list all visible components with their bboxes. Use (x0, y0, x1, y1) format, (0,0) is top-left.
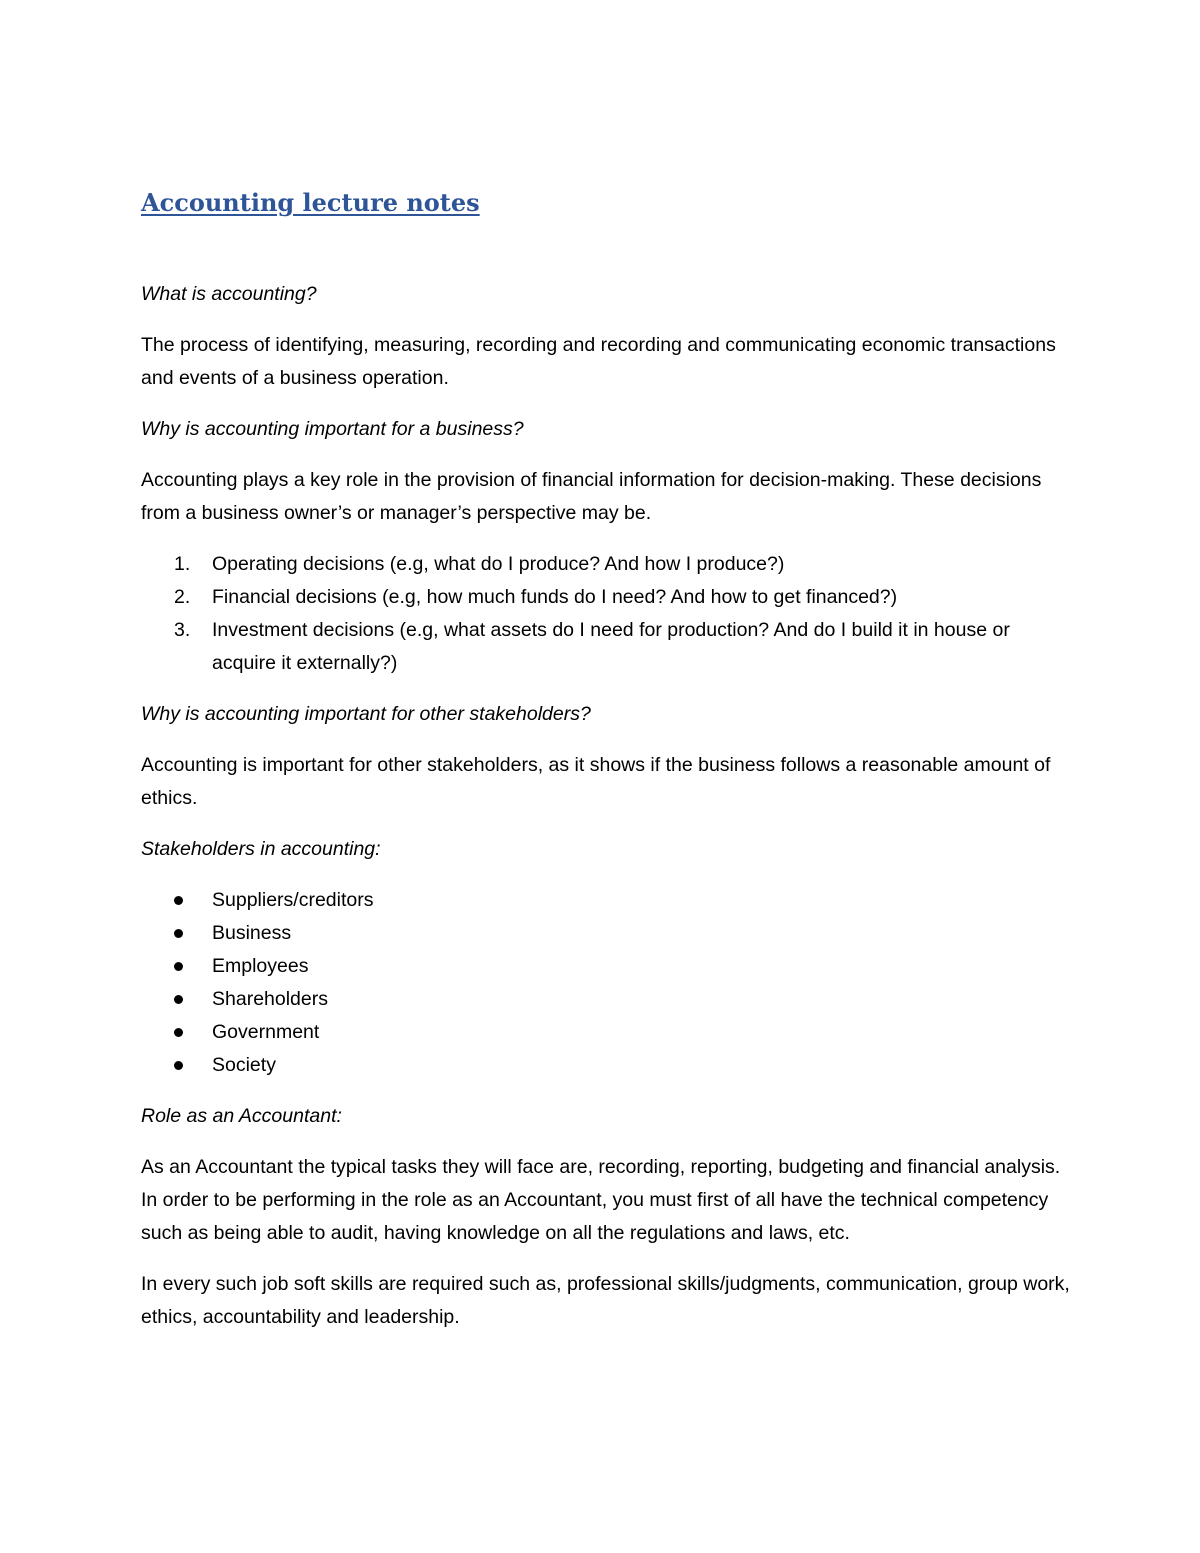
list-item-text: Suppliers/creditors (212, 889, 374, 911)
list-item (141, 581, 1071, 614)
answer-importance-business: Accounting plays a key role in the provision of financial information for decision-making. These decisions from a business owner’s or manager’s perspective may be. (141, 469, 1042, 524)
list-item-text: Business (212, 922, 292, 944)
bullet-icon (174, 1061, 183, 1070)
list-item (141, 884, 1071, 917)
answer-importance-stakeholders: Accounting is important for other stakeholders, as it shows if the business follows a reasonable amount of ethics. (141, 754, 1051, 809)
bullet-icon (174, 1028, 183, 1037)
list-item (141, 1016, 1071, 1049)
list-number: 3. (174, 619, 191, 641)
bullet-icon (174, 995, 183, 1004)
question-importance-business: Why is accounting important for a business? (141, 418, 524, 440)
paragraph-soft-skills: In every such job soft skills are required such as, professional skills/judgments, communication, group work, ethics, accountability and leadership. (141, 1273, 1070, 1328)
list-item-text: Investment decisions (e.g, what assets do I need for production? And do I build it in house or acquire it externally?) (212, 619, 1010, 674)
document-body (141, 186, 1071, 1352)
list-item-text: Government (212, 1021, 320, 1043)
list-item (141, 614, 1071, 680)
bullet-icon (174, 896, 183, 905)
question-importance-stakeholders: Why is accounting important for other stakeholders? (141, 703, 591, 725)
paragraph-role-accountant: As an Accountant the typical tasks they will face are, recording, reporting, budgeting and financial analysis. In order to be performing in the role as an Accountant, you must first of all have the technical competency such as being able to audit, having knowledge on all the regulations and laws, etc. (141, 1156, 1061, 1244)
list-number: 1. (174, 553, 191, 575)
list-item-text: Financial decisions (e.g, how much funds do I need? And how to get financed?) (212, 586, 898, 608)
decisions-list (141, 548, 1071, 680)
answer-what-is-accounting: The process of identifying, measuring, recording and recording and communicating economic transactions and events of a business operation. (141, 334, 1056, 389)
list-item (141, 983, 1071, 1016)
list-item (141, 1049, 1071, 1082)
list-item-text: Operating decisions (e.g, what do I produce? And how I produce?) (212, 553, 785, 575)
list-item (141, 548, 1071, 581)
list-number: 2. (174, 586, 191, 608)
bullet-icon (174, 929, 183, 938)
list-item (141, 917, 1071, 950)
list-item-text: Employees (212, 955, 309, 977)
heading-stakeholders: Stakeholders in accounting: (141, 838, 381, 860)
list-item-text: Shareholders (212, 988, 328, 1010)
stakeholders-list (141, 884, 1071, 1082)
document-title: Accounting lecture notes (141, 188, 480, 217)
list-item (141, 950, 1071, 983)
question-what-is-accounting: What is accounting? (141, 283, 317, 305)
list-item-text: Society (212, 1054, 276, 1076)
bullet-icon (174, 962, 183, 971)
heading-role-accountant: Role as an Accountant: (141, 1105, 342, 1127)
